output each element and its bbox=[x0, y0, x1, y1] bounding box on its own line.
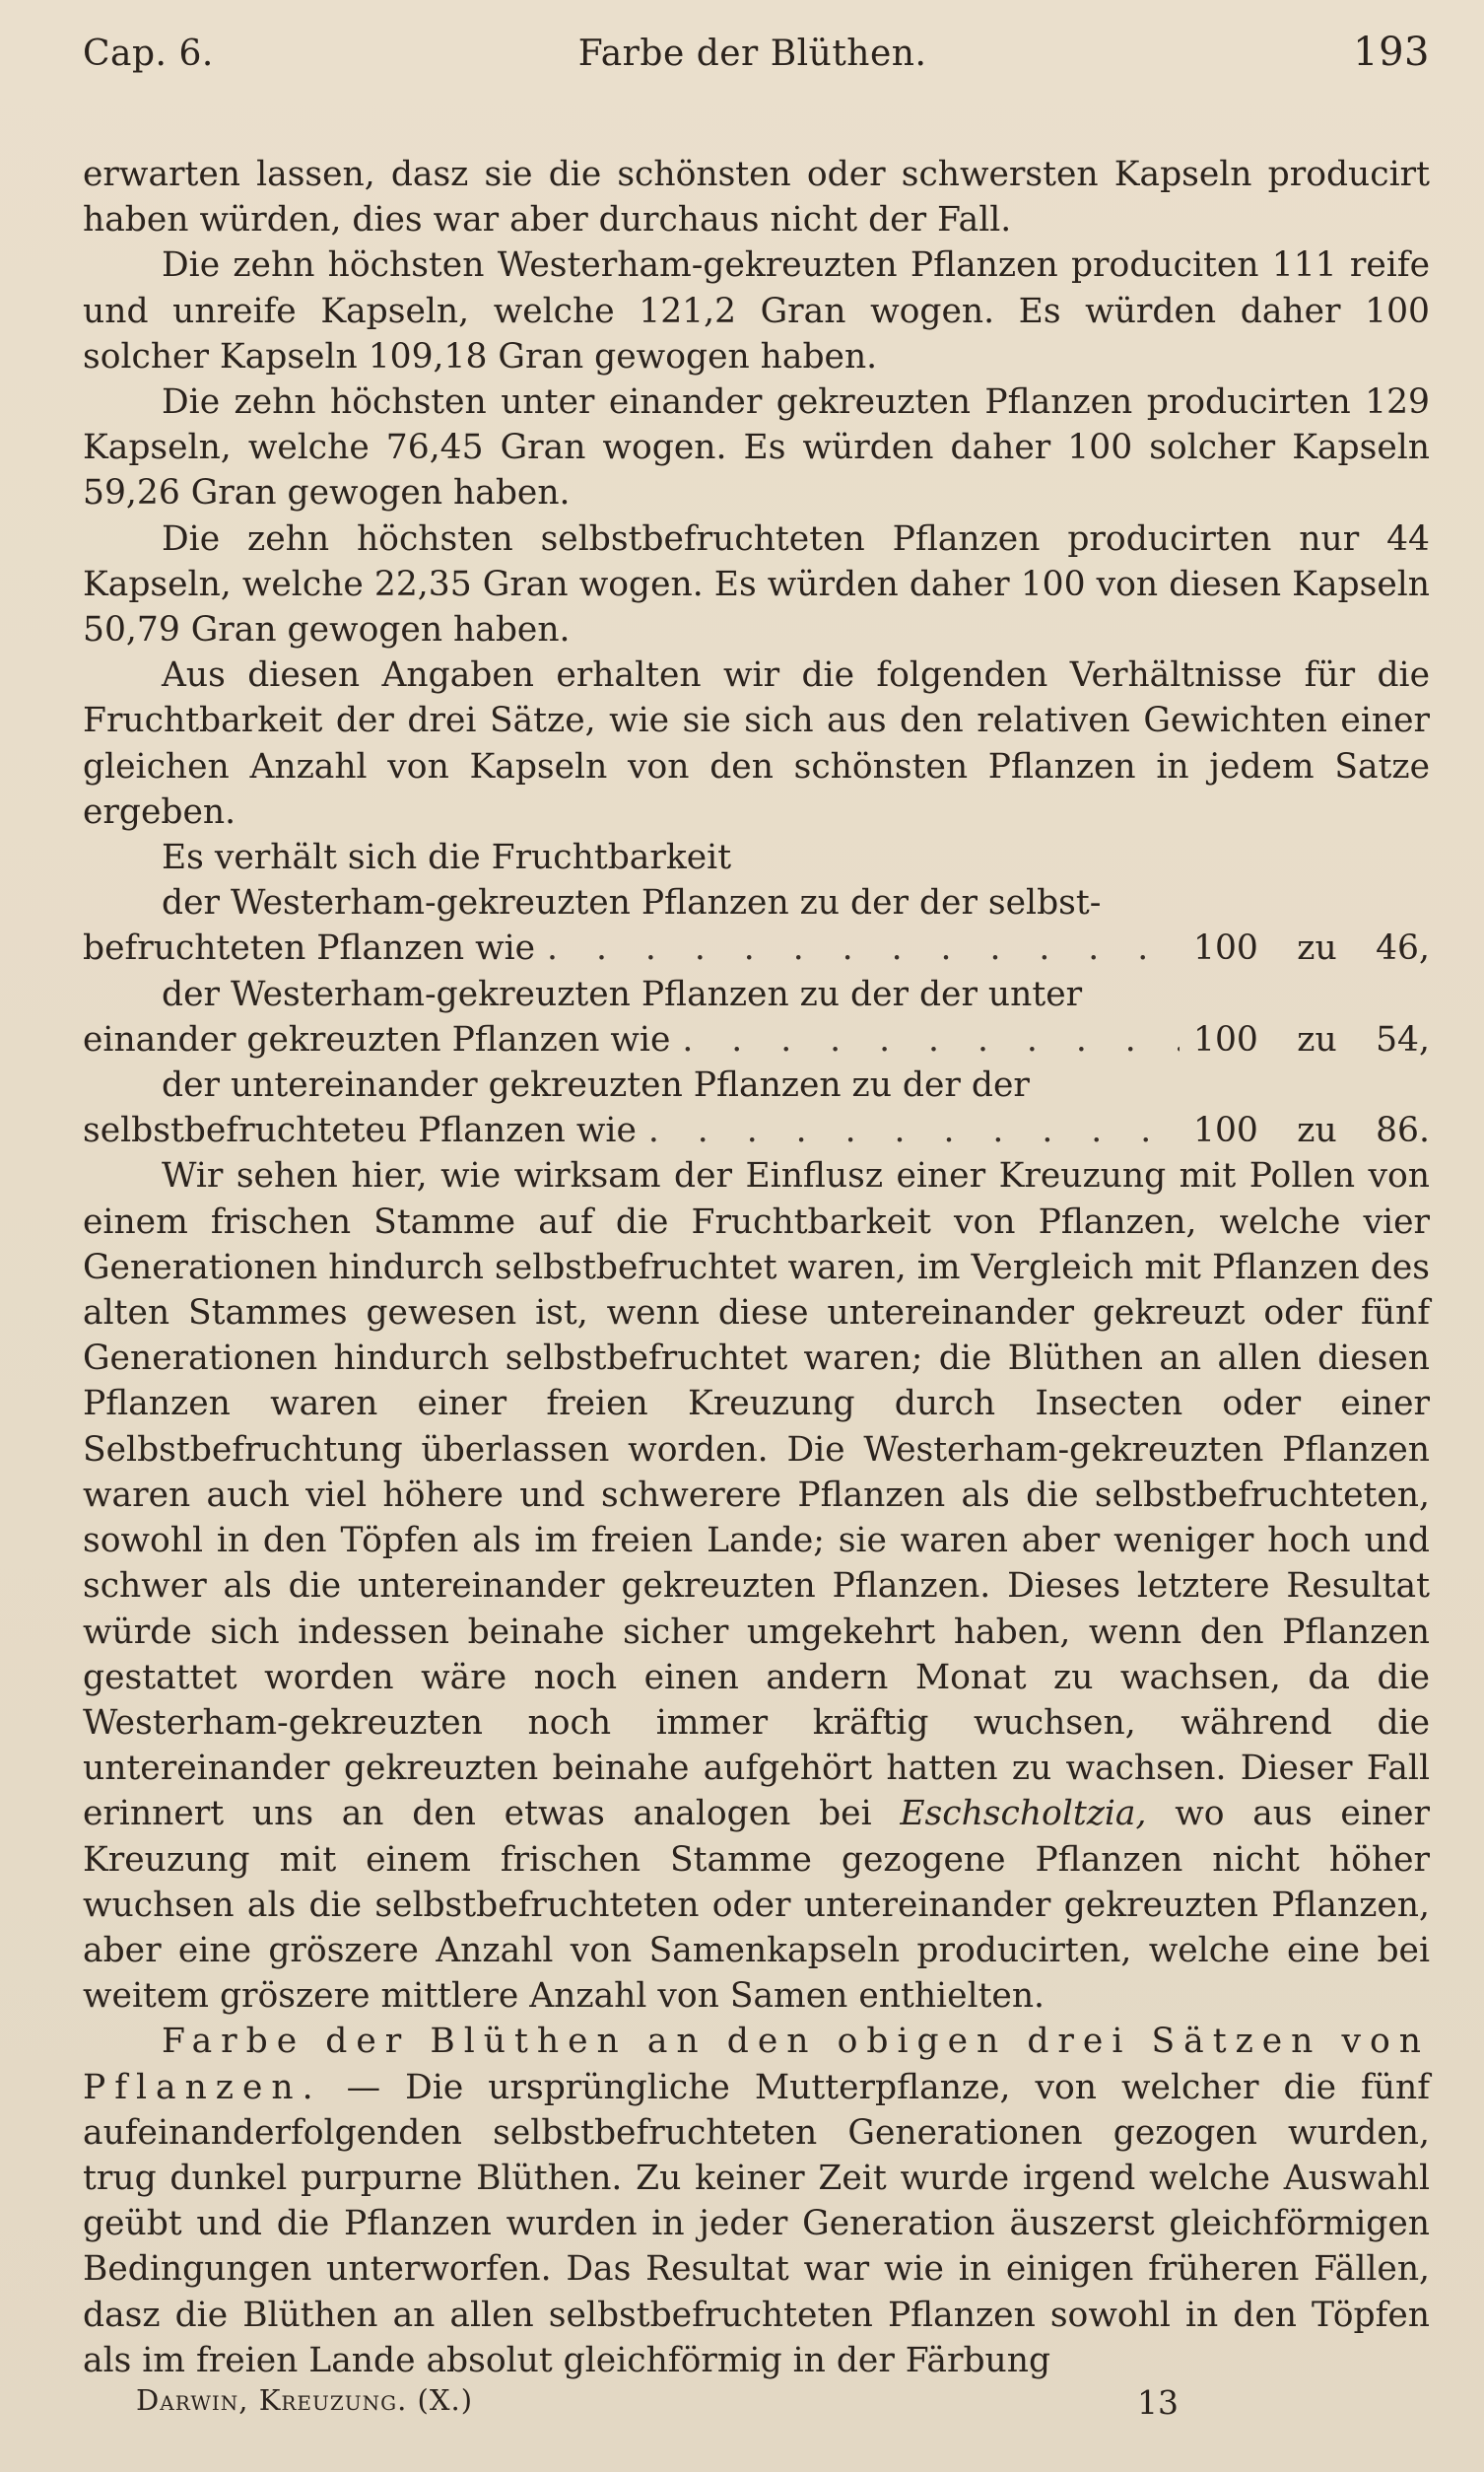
paragraph-8-text: — Die ursprüngliche Mutterpflanze, von welcher die fünf aufeinanderfolgenden selbstbefruchteten Generationen gezogen wurden, trug dunkel purpurne Blüthen. Zu keiner Zeit wurde irgend welche Auswahl geübt und die Pflanzen wurden in jeder Generation äuszerst gleichförmigen Bedingungen unterworfen. Das Resultat war wie in einigen früheren Fällen, dasz die Blüthen an allen selbstbefruchteten Pflanzen sowohl in den Töpfen als im freien Lande absolut gleichförmig in der Färbung bbox=[83, 2067, 1430, 2380]
running-title: Farbe der Blüthen. bbox=[577, 34, 927, 74]
leader-dots bbox=[670, 1017, 1180, 1063]
ratio-label: befruchteten Pflanzen wie bbox=[83, 928, 536, 969]
paragraph-3: Die zehn höchsten unter einander gekreuzten Pflanzen producirten 129 Kapseln, welche 76,45 Gran wogen. Es würden daher 100 solcher Kapseln 59,26 Gran gewogen haben. bbox=[83, 382, 1430, 514]
page-body bbox=[83, 152, 1430, 2383]
ratio-zu: zu bbox=[1297, 928, 1337, 969]
running-header bbox=[83, 30, 1430, 91]
leader-dots bbox=[637, 1108, 1180, 1153]
ratio-item bbox=[83, 1063, 1430, 1153]
ratio-item bbox=[83, 880, 1430, 971]
page-footer bbox=[136, 2383, 1385, 2422]
ratio-label: selbstbefruchteteu Pflanzen wie bbox=[83, 1111, 637, 1151]
page-number: 193 bbox=[1353, 30, 1430, 75]
ratio-value bbox=[1180, 1108, 1430, 1153]
ratio-item bbox=[83, 972, 1430, 1063]
paragraph-5: Aus diesen Angaben erhalten wir die folgenden Verhältnisse für die Fruchtbarkeit der drei Sätze, wie sie sich aus den relativen Gewichten einer gleichen Anzahl von Kapseln von den schönsten Pflanzen in jedem Satze ergeben. bbox=[83, 655, 1430, 832]
ratio-value bbox=[1180, 1017, 1430, 1063]
ratio-a: 100 bbox=[1193, 1019, 1258, 1060]
ratio-value bbox=[1180, 926, 1430, 971]
ratio-line-1: der Westerham-gekreuzten Pflanzen zu der der selbst- bbox=[162, 883, 1102, 924]
ratio-line-1: der untereinander gekreuzten Pflanzen zu der der bbox=[162, 1065, 1030, 1106]
paragraph-6: Es verhält sich die Fruchtbarkeit bbox=[162, 838, 732, 878]
genus-name: Eschscholtzia, bbox=[900, 1794, 1147, 1834]
ratio-line-1: der Westerham-gekreuzten Pflanzen zu der der unter bbox=[162, 974, 1083, 1014]
fertility-ratio-list bbox=[83, 880, 1430, 1153]
ratio-row bbox=[83, 926, 1430, 971]
paragraph-8 bbox=[83, 2019, 1430, 2383]
ratio-b: 46, bbox=[1376, 928, 1430, 969]
paragraph-2: Die zehn höchsten Westerham-gekreuzten Pflanzen produciten 111 reife und unreife Kapseln, welche 121,2 Gran wogen. Es würden daher 100 solcher Kapseln 109,18 Gran gewogen haben. bbox=[83, 245, 1430, 377]
paragraph-7 bbox=[83, 1153, 1430, 2019]
paragraph-1: erwarten lassen, dasz sie die schönsten oder schwersten Kapseln producirt haben würden, dies war aber durchaus nicht der Fall. bbox=[83, 155, 1430, 240]
signature-mark: 13 bbox=[1137, 2383, 1179, 2422]
ratio-a: 100 bbox=[1193, 1111, 1258, 1151]
ratio-b: 86. bbox=[1376, 1111, 1430, 1151]
leader-dots bbox=[535, 926, 1180, 971]
ratio-label: einander gekreuzten Pflanzen wie bbox=[83, 1019, 671, 1060]
ratio-zu: zu bbox=[1297, 1019, 1337, 1060]
paragraph-7-text: Wir sehen hier, wie wirksam der Einflusz einer Kreuzung mit Pollen von einem frischen Stamme auf die Fruchtbarkeit von Pflanzen, welche vier Generationen hindurch selbstbefruchtet waren, im Vergleich mit Pflanzen des alten Stammes gewesen ist, wenn diese untereinander gekreuzt oder fünf Generationen hindurch selbstbefruchtet waren; die Blüthen an allen diesen Pflanzen waren einer freien Kreuzung durch Insecten oder einer Selbstbefruchtung überlassen worden. Die Westerham-gekreuzten Pflanzen waren auch viel höhere und schwerere Pflanzen als die selbstbefruchteten, sowohl in den Töpfen als im freien Lande; sie waren aber weniger hoch und schwer als die untereinander gekreuzten Pflanzen. Dieses letztere Resultat würde sich indessen beinahe sicher umgekehrt haben, wenn den Pflanzen gestattet worden wäre noch einen andern Monat zu wachsen, da die Westerham-gekreuzten noch immer kräftig wuchsen, während die untereinander gekreuzten beinahe aufgehört hatten zu wachsen. Dieser Fall erinnert uns an den etwas analogen bei bbox=[83, 1156, 1430, 1834]
footer-author: Darwin, Kreuzung. (X.) bbox=[136, 2383, 474, 2417]
paragraph-4: Die zehn höchsten selbstbefruchteten Pflanzen producirten nur 44 Kapseln, welche 22,35 Gran wogen. Es würden daher 100 von diesen Kapseln 50,79 Gran gewogen haben. bbox=[83, 518, 1430, 651]
ratio-a: 100 bbox=[1193, 928, 1258, 969]
ratio-row bbox=[83, 1108, 1430, 1153]
ratio-zu: zu bbox=[1297, 1111, 1337, 1151]
ratio-b: 54, bbox=[1376, 1019, 1430, 1060]
ratio-row bbox=[83, 1017, 1430, 1063]
paragraph-7-text-end: wo aus einer Kreuzung mit einem frischen Stamme gezogene Pflanzen nicht höher wuchsen als die selbstbefruchteten oder untereinander gekreuzten Pflanzen, aber eine gröszere Anzahl von Samenkapseln producirten, welche eine bei weitem gröszere mittlere Anzahl von Samen enthielten. bbox=[83, 1794, 1431, 2017]
chapter-label: Cap. 6. bbox=[83, 34, 214, 74]
section-heading: Farbe der Blüthen an den obigen drei Sätzen von Pflanzen. bbox=[83, 2022, 1430, 2107]
